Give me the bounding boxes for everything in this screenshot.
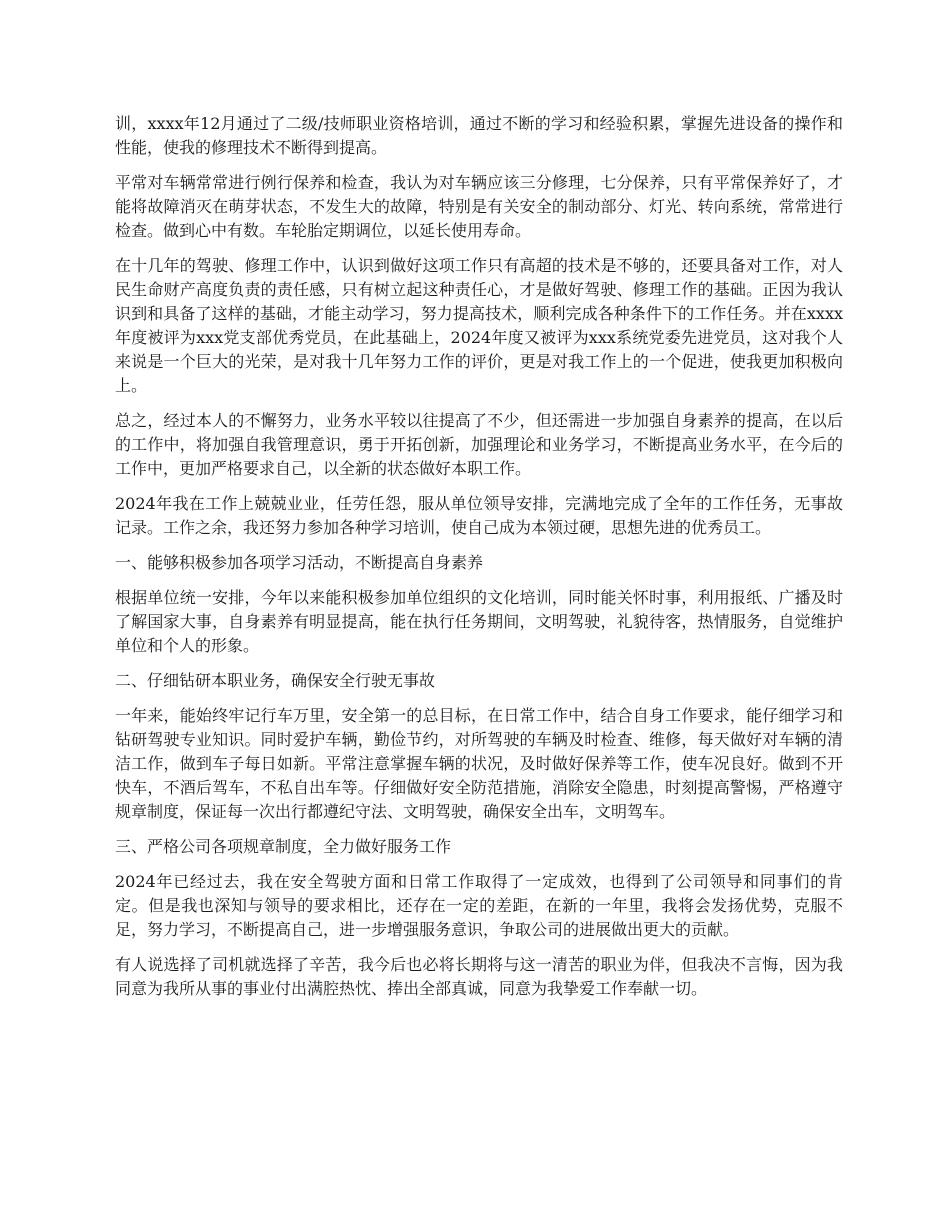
section-heading-1: 一、能够积极参加各项学习活动，不断提高自身素养 [115,553,484,572]
paragraph-responsibility: 在十几年的驾驶、修理工作中，认识到做好这项工作只有高超的技术是不够的，还要具备对工作，对人民生命财产高度负责的责任感，只有树立起这种责任心，才是做好驾驶、修理工作的基础。正因为我认识到和具备了这样的基础，才能主动学习，努力提高技术，顺利完成各种条件下的工作任务。并在xxxx年度被评为xxx党支部优秀党员，在此基础上，2024年度又被评为xxx系统党委先进党员，这对我个人来说是一个巨大的光荣，是对我十几年努力工作的评价，更是对我工作上的一个促进，使我更加积极向上。 [115,256,843,395]
paragraph-study-activities: 根据单位统一安排，今年以来能积极参加单位组织的文化培训，同时能关怀时事，利用报纸、广播及时了解国家大事，自身素养有明显提高，能在执行任务期间，文明驾驶，礼貌待客，热情服务，自觉维护单位和个人的形象。 [115,588,843,655]
paragraph-maintenance: 平常对车辆常常进行例行保养和检查，我认为对车辆应该三分修理，七分保养，只有平常保养好了，才能将故障消灭在萌芽状态，不发生大的故障，特别是有关安全的制动部分、灯光、转向系统，常常进行检查。做到心中有数。车轮胎定期调位，以延长使用寿命。 [115,173,843,240]
paragraph-service-work: 2024年已经过去，我在安全驾驶方面和日常工作取得了一定成效，也得到了公司领导和同事们的肯定。但是我也深知与领导的要求相比，还存在一定的差距，在新的一年里，我将会发扬优势，克服不足，努力学习，不断提高自己，进一步增强服务意识，争取公司的进展做出更大的贡献。 [115,872,843,939]
document-page [115,112,843,1012]
paragraph-2024-overview: 2024年我在工作上兢兢业业，任劳任怨，服从单位领导安排，完满地完成了全年的工作任务，无事故记录。工作之余，我还努力参加各种学习培训，使自己成为本领过硬，思想先进的优秀员工。 [115,494,843,537]
section-heading-2: 二、仔细钻研本职业务，确保安全行驶无事故 [115,671,436,690]
paragraph-summary: 总之，经过本人的不懈努力，业务水平较以往提高了不少，但还需进一步加强自身素养的提高，在以后的工作中，将加强自我管理意识，勇于开拓创新，加强理论和业务学习，不断提高业务水平，在今后的工作中，更加严格要求自己，以全新的状态做好本职工作。 [115,411,843,478]
section-heading-3: 三、严格公司各项规章制度，全力做好服务工作 [115,837,452,856]
paragraph-continued-training: 训，xxxx年12月通过了二级/技师职业资格培训，通过不断的学习和经验积累，掌握先进设备的操作和性能，使我的修理技术不断得到提高。 [115,114,843,157]
paragraph-conclusion: 有人说选择了司机就选择了辛苦，我今后也必将长期将与这一清苦的职业为伴，但我决不言悔，因为我同意为我所从事的事业付出满腔热忱、捧出全部真诚，同意为我挚爱工作奉献一切。 [115,955,843,998]
paragraph-safe-driving: 一年来，能始终牢记行车万里，安全第一的总目标，在日常工作中，结合自身工作要求，能仔细学习和钻研驾驶专业知识。同时爱护车辆，勤俭节约，对所驾驶的车辆及时检查、维修，每天做好对车辆的清洁工作，做到车子每日如新。平常注意掌握车辆的状况，及时做好保养等工作，使车况良好。做到不开快车，不酒后驾车，不私自出车等。仔细做好安全防范措施，消除安全隐患，时刻提高警惕，严格遵守规章制度，保证每一次出行都遵纪守法、文明驾驶，确保安全出车，文明驾车。 [115,706,843,821]
